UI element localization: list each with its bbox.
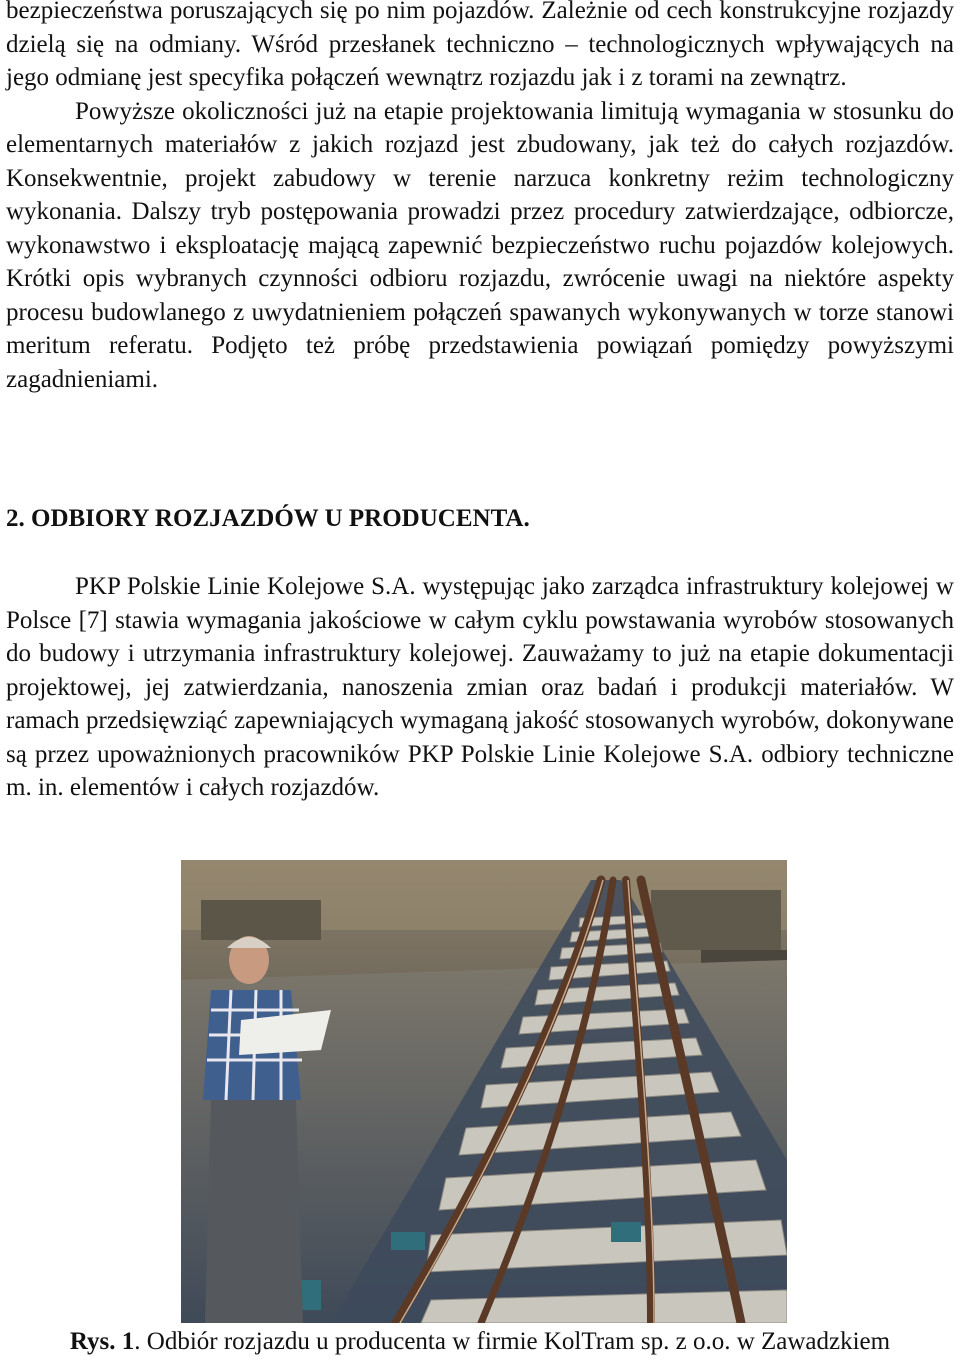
body-text-block-2 — [6, 570, 954, 805]
figure-caption-text: . Odbiór rozjazdu u producenta w firmie KolTram sp. z o.o. w Zawadzkiem — [134, 1328, 891, 1355]
paragraph: Powyższe okoliczności już na etapie projektowania limitują wymagania w stosunku do elementarnych materiałów z jakich rozjazd jest zbudowany, jak też do całych rozjazdów. Konsekwentnie, projekt zabudowy w terenie narzuca konkretny reżim technologiczny wykonania. Dalszy tryb postępowania prowadzi przez procedury zatwierdzające, odbiorcze, wykonawstwo i eksploatację mającą zapewnić bezpieczeństwo ruchu pojazdów kolejowych. Krótki opis wybranych czynności odbioru rozjazdu, zwrócenie uwagi na niektóre aspekty procesu budowlanego z uwydatnieniem połączeń spawanych wykonywanych w torze stanowi meritum referatu. Podjęto też próbę przedstawienia powiązań pomiędzy powyższymi zagadnieniami. — [6, 97, 954, 393]
switch-inspection-photo — [181, 860, 787, 1323]
figure-photo — [181, 860, 787, 1323]
figure-caption — [6, 1327, 954, 1357]
paragraph: bezpieczeństwa poruszających się po nim pojazdów. Zależnie od cech konstrukcyjne rozjazdy dzielą się na odmiany. Wśród przesłanek techniczno – technologicznych wpływających na jego odmianę jest specyfika połączeń wewnątrz rozjazdu jak i z torami na zewnątrz. — [6, 0, 954, 91]
section-heading: 2. ODBIORY ROZJAZDÓW U PRODUCENTA. — [6, 505, 530, 532]
figure-label: Rys. 1 — [69, 1328, 135, 1355]
body-text-block-1 — [6, 0, 954, 396]
paragraph: PKP Polskie Linie Kolejowe S.A. występując jako zarządca infrastruktury kolejowej w Polsce [7] stawia wymagania jakościowe w całym cyklu powstawania wyrobów stosowanych do budowy i utrzymania infrastruktury kolejowej. Zauważamy to już na etapie dokumentacji projektowej, jej zatwierdzania, nanoszenia zmian oraz badań i produkcji materiałów. W ramach przedsięwziąć zapewniających wymaganą jakość stosowanych wyrobów, dokonywane są przez upoważnionych pracowników PKP Polskie Linie Kolejowe S.A. odbiory techniczne m. in. elementów i całych rozjazdów. — [6, 573, 954, 801]
